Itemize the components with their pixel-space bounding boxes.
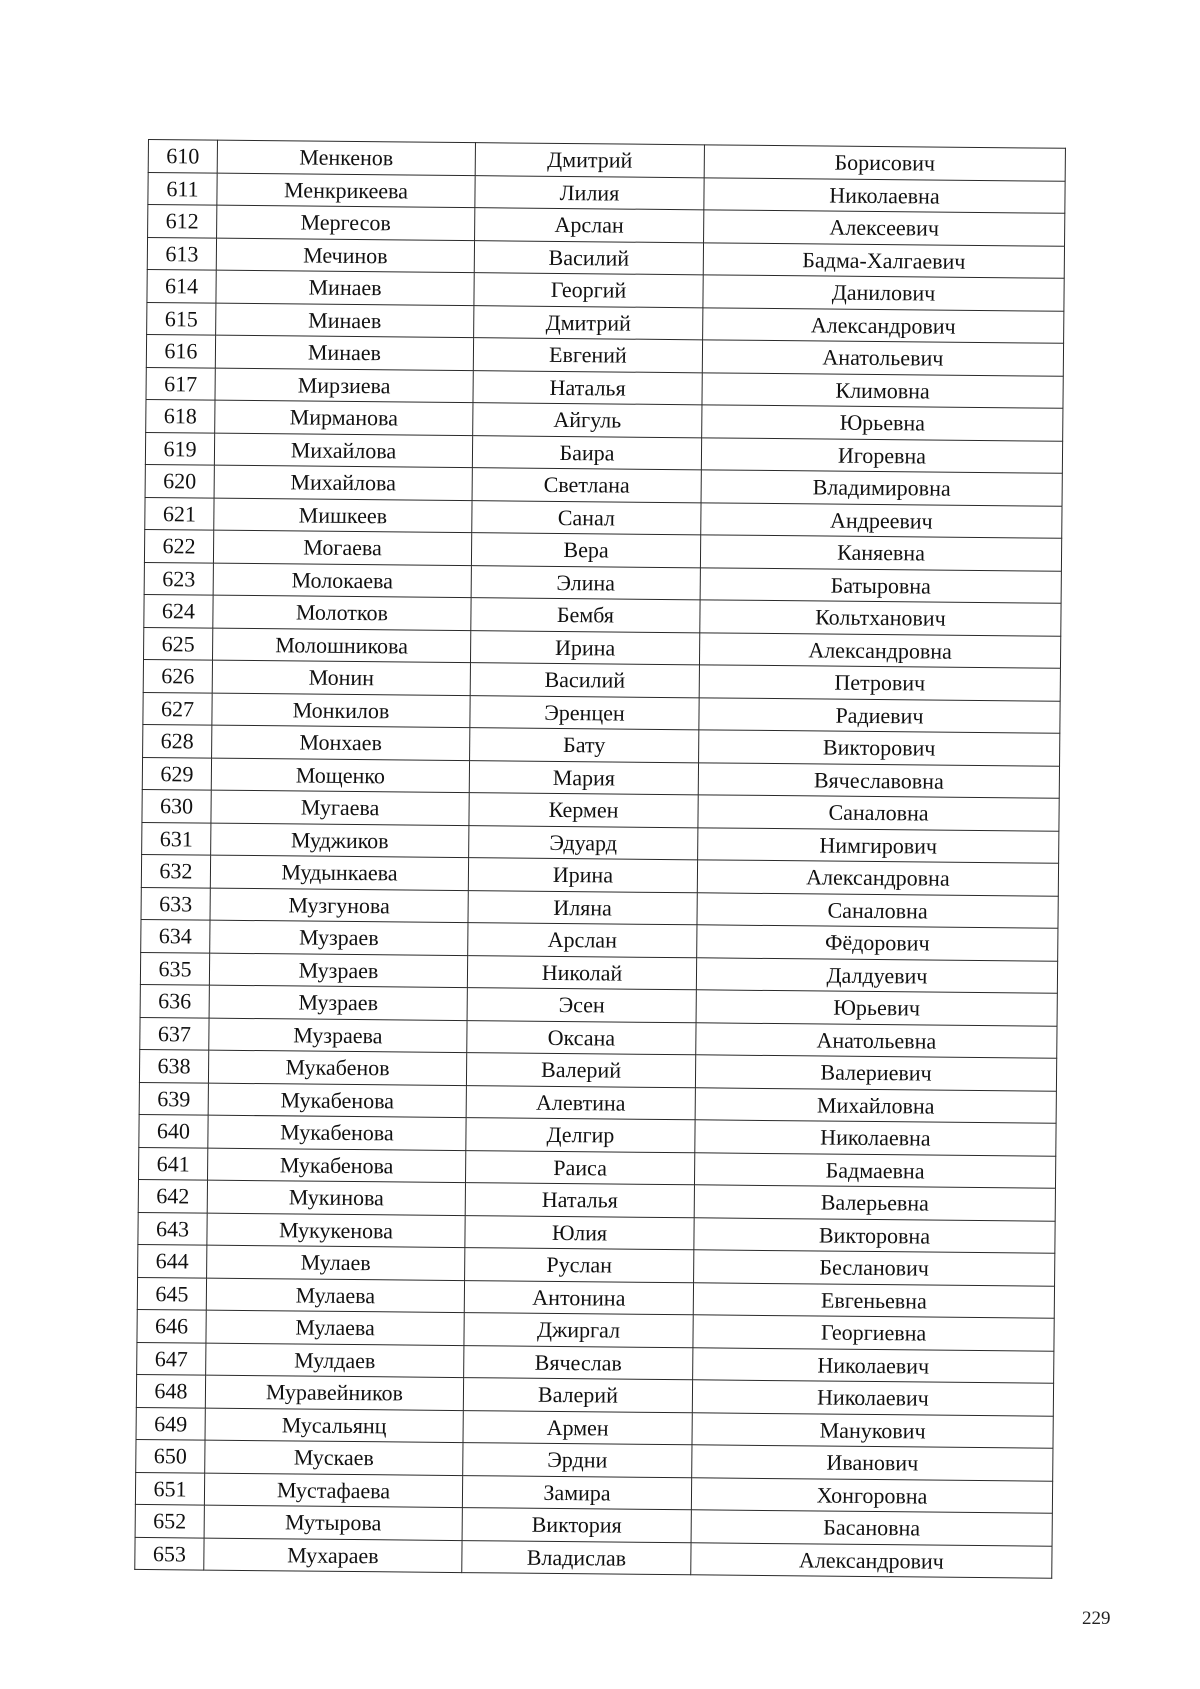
last-name-cell: Мишкеев [214, 498, 472, 533]
first-name-cell: Бембя [471, 598, 700, 633]
last-name-cell: Менкенов [217, 140, 475, 175]
first-name-cell: Бату [470, 728, 699, 763]
last-name-cell: Монхаев [212, 725, 470, 760]
patronymic-cell: Михайловна [695, 1087, 1056, 1123]
first-name-cell: Лилия [475, 175, 704, 210]
last-name-cell: Мудынкаева [210, 855, 468, 890]
first-name-cell: Юлия [465, 1215, 694, 1250]
last-name-cell: Музраев [209, 953, 467, 988]
first-name-cell: Баира [472, 435, 701, 470]
last-name-cell: Минаев [216, 303, 474, 338]
first-name-cell: Наталья [473, 370, 702, 405]
patronymic-cell: Кольтханович [700, 600, 1061, 636]
patronymic-cell: Валериевич [695, 1055, 1056, 1091]
row-number-cell: 652 [135, 1504, 204, 1537]
last-name-cell: Мулаева [206, 1278, 464, 1313]
last-name-cell: Мухараев [204, 1538, 462, 1573]
patronymic-cell: Николаевна [695, 1120, 1056, 1156]
patronymic-cell: Викторович [699, 730, 1060, 766]
first-name-cell: Вера [471, 533, 700, 568]
first-name-cell: Георгий [474, 273, 703, 308]
patronymic-cell: Анатольевна [696, 1022, 1057, 1058]
last-name-cell: Молокаева [213, 563, 471, 598]
last-name-cell: Мирманова [215, 400, 473, 435]
patronymic-cell: Алексеевич [704, 210, 1065, 246]
row-number-cell: 630 [142, 789, 211, 822]
row-number-cell: 646 [137, 1309, 206, 1342]
row-number-cell: 620 [145, 464, 214, 497]
last-name-cell: Молотков [213, 595, 471, 630]
patronymic-cell: Вячеславовна [698, 762, 1059, 798]
row-number-cell: 632 [141, 854, 210, 887]
row-number-cell: 628 [143, 724, 212, 757]
last-name-cell: Мулаев [207, 1245, 465, 1280]
first-name-cell: Иляна [468, 890, 697, 925]
row-number-cell: 633 [141, 887, 210, 920]
row-number-cell: 640 [139, 1114, 208, 1147]
first-name-cell: Евгений [473, 338, 702, 373]
patronymic-cell: Юрьевич [696, 990, 1057, 1026]
patronymic-cell: Анатольевич [702, 340, 1063, 376]
patronymic-cell: Петрович [699, 665, 1060, 701]
row-number-cell: 617 [146, 367, 215, 400]
patronymic-cell: Данилович [703, 275, 1064, 311]
patronymic-cell: Хонгоровна [691, 1477, 1052, 1513]
first-name-cell: Ирина [468, 858, 697, 893]
row-number-cell: 623 [144, 562, 213, 595]
names-table [134, 139, 1066, 1579]
first-name-cell: Мария [469, 760, 698, 795]
last-name-cell: Мергесов [217, 205, 475, 240]
row-number-cell: 638 [139, 1049, 208, 1082]
first-name-cell: Наталья [465, 1183, 694, 1218]
patronymic-cell: Далдуевич [696, 957, 1057, 993]
last-name-cell: Мукукенова [207, 1213, 465, 1248]
row-number-cell: 642 [138, 1179, 207, 1212]
first-name-cell: Светлана [472, 468, 701, 503]
last-name-cell: Мутырова [204, 1505, 462, 1540]
last-name-cell: Мечинов [216, 238, 474, 273]
page-number: 229 [1082, 1608, 1111, 1629]
patronymic-cell: Валерьевна [694, 1185, 1055, 1221]
row-number-cell: 627 [143, 692, 212, 725]
first-name-cell: Армен [463, 1410, 692, 1445]
patronymic-cell: Александрович [691, 1542, 1052, 1578]
first-name-cell: Дмитрий [474, 305, 703, 340]
row-number-cell: 639 [139, 1082, 208, 1115]
patronymic-cell: Радиевич [699, 697, 1060, 733]
row-number-cell: 625 [144, 627, 213, 660]
row-number-cell: 618 [146, 399, 215, 432]
last-name-cell: Монин [212, 660, 470, 695]
patronymic-cell: Николаевич [692, 1380, 1053, 1416]
first-name-cell: Ирина [470, 630, 699, 665]
first-name-cell: Владислав [462, 1540, 691, 1575]
row-number-cell: 648 [136, 1374, 205, 1407]
last-name-cell: Монкилов [212, 693, 470, 728]
row-number-cell: 631 [142, 822, 211, 855]
last-name-cell: Мустафаева [204, 1473, 462, 1508]
patronymic-cell: Андреевич [701, 502, 1062, 538]
first-name-cell: Замира [462, 1475, 691, 1510]
first-name-cell: Валерий [466, 1053, 695, 1088]
first-name-cell: Эдуард [469, 825, 698, 860]
patronymic-cell: Фёдорович [697, 925, 1058, 961]
row-number-cell: 621 [145, 497, 214, 530]
first-name-cell: Вячеслав [464, 1345, 693, 1380]
patronymic-cell: Владимировна [701, 470, 1062, 506]
first-name-cell: Василий [474, 240, 703, 275]
first-name-cell: Джиргал [464, 1313, 693, 1348]
first-name-cell: Николай [467, 955, 696, 990]
row-number-cell: 641 [139, 1147, 208, 1180]
last-name-cell: Минаев [216, 270, 474, 305]
patronymic-cell: Нимгирович [698, 827, 1059, 863]
last-name-cell: Музгунова [210, 888, 468, 923]
last-name-cell: Михайлова [214, 433, 472, 468]
patronymic-cell: Георгиевна [693, 1315, 1054, 1351]
last-name-cell: Мулдаев [206, 1343, 464, 1378]
patronymic-cell: Евгеньевна [693, 1282, 1054, 1318]
first-name-cell: Валерий [463, 1378, 692, 1413]
patronymic-cell: Басановна [691, 1510, 1052, 1546]
first-name-cell: Руслан [465, 1248, 694, 1283]
patronymic-cell: Бадма-Халгаевич [703, 242, 1064, 278]
patronymic-cell: Николаевич [693, 1347, 1054, 1383]
first-name-cell: Делгир [466, 1118, 695, 1153]
last-name-cell: Молошникова [213, 628, 471, 663]
first-name-cell: Василий [470, 663, 699, 698]
first-name-cell: Арслан [468, 923, 697, 958]
patronymic-cell: Саналовна [697, 892, 1058, 928]
row-number-cell: 634 [141, 919, 210, 952]
patronymic-cell: Бадмаевна [694, 1152, 1055, 1188]
first-name-cell: Эренцен [470, 695, 699, 730]
first-name-cell: Дмитрий [475, 143, 704, 178]
last-name-cell: Мукабенов [208, 1050, 466, 1085]
row-number-cell: 647 [137, 1342, 206, 1375]
row-number-cell: 615 [147, 302, 216, 335]
last-name-cell: Мукабенова [208, 1083, 466, 1118]
last-name-cell: Мукабенова [208, 1115, 466, 1150]
first-name-cell: Элина [471, 565, 700, 600]
last-name-cell: Михайлова [214, 465, 472, 500]
patronymic-cell: Бесланович [694, 1250, 1055, 1286]
row-number-cell: 610 [148, 140, 217, 173]
row-number-cell: 616 [146, 334, 215, 367]
last-name-cell: Муравейников [205, 1375, 463, 1410]
row-number-cell: 644 [138, 1244, 207, 1277]
last-name-cell: Могаева [213, 530, 471, 565]
patronymic-cell: Манукович [692, 1412, 1053, 1448]
last-name-cell: Мулаева [206, 1310, 464, 1345]
first-name-cell: Арслан [475, 208, 704, 243]
first-name-cell: Алевтина [466, 1085, 695, 1120]
row-number-cell: 611 [148, 172, 217, 205]
row-number-cell: 653 [135, 1537, 204, 1570]
patronymic-cell: Климовна [702, 372, 1063, 408]
first-name-cell: Раиса [465, 1150, 694, 1185]
patronymic-cell: Александровна [697, 860, 1058, 896]
row-number-cell: 619 [145, 432, 214, 465]
last-name-cell: Мускаев [205, 1440, 463, 1475]
patronymic-cell: Александровна [699, 632, 1060, 668]
patronymic-cell: Викторовна [694, 1217, 1055, 1253]
last-name-cell: Музраев [210, 920, 468, 955]
row-number-cell: 622 [144, 529, 213, 562]
patronymic-cell: Борисович [704, 145, 1065, 181]
row-number-cell: 614 [147, 269, 216, 302]
last-name-cell: Мукабенова [208, 1148, 466, 1183]
row-number-cell: 649 [136, 1407, 205, 1440]
first-name-cell: Антонина [464, 1280, 693, 1315]
patronymic-cell: Александрович [703, 307, 1064, 343]
first-name-cell: Виктория [462, 1508, 691, 1543]
row-number-cell: 645 [137, 1277, 206, 1310]
row-number-cell: 637 [140, 1017, 209, 1050]
last-name-cell: Мирзиева [215, 368, 473, 403]
last-name-cell: Мукинова [207, 1180, 465, 1215]
first-name-cell: Айгуль [473, 403, 702, 438]
patronymic-cell: Саналовна [698, 795, 1059, 831]
last-name-cell: Мощенко [211, 758, 469, 793]
patronymic-cell: Иванович [692, 1445, 1053, 1481]
first-name-cell: Санал [472, 500, 701, 535]
patronymic-cell: Каняевна [700, 535, 1061, 571]
row-number-cell: 650 [136, 1439, 205, 1472]
row-number-cell: 613 [147, 237, 216, 270]
row-number-cell: 635 [140, 952, 209, 985]
row-number-cell: 629 [142, 757, 211, 790]
last-name-cell: Музраева [209, 1018, 467, 1053]
patronymic-cell: Юрьевна [702, 405, 1063, 441]
last-name-cell: Минаев [215, 335, 473, 370]
row-number-cell: 636 [140, 984, 209, 1017]
first-name-cell: Кермен [469, 793, 698, 828]
names-table-body [135, 140, 1066, 1579]
last-name-cell: Музраев [209, 985, 467, 1020]
first-name-cell: Эрдни [463, 1443, 692, 1478]
patronymic-cell: Батыровна [700, 567, 1061, 603]
last-name-cell: Мусальянц [205, 1408, 463, 1443]
row-number-cell: 651 [135, 1472, 204, 1505]
last-name-cell: Мугаева [211, 790, 469, 825]
patronymic-cell: Николаевна [704, 177, 1065, 213]
row-number-cell: 624 [144, 594, 213, 627]
first-name-cell: Оксана [467, 1020, 696, 1055]
last-name-cell: Менкрикеева [217, 173, 475, 208]
last-name-cell: Муджиков [211, 823, 469, 858]
row-number-cell: 612 [148, 205, 217, 238]
row-number-cell: 626 [143, 659, 212, 692]
row-number-cell: 643 [138, 1212, 207, 1245]
patronymic-cell: Игоревна [701, 437, 1062, 473]
first-name-cell: Эсен [467, 988, 696, 1023]
